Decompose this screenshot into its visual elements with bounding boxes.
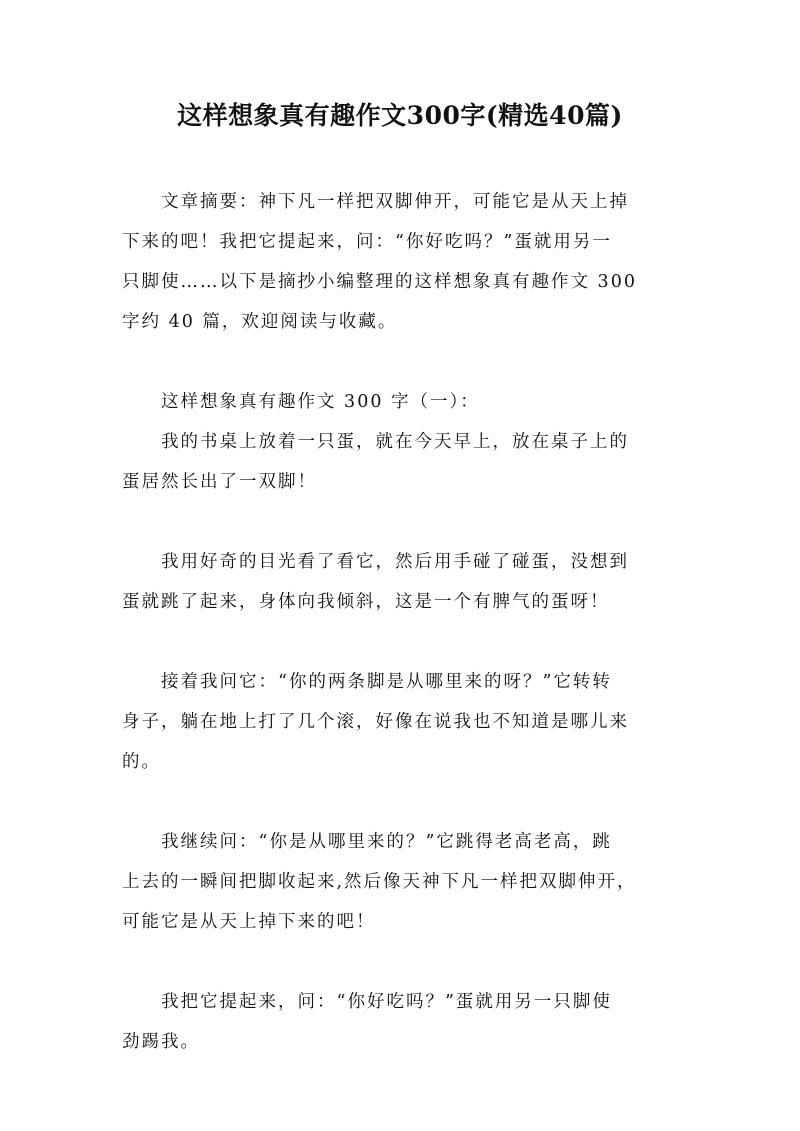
summary-paragraph: [122, 182, 682, 342]
body-paragraph: [122, 982, 682, 1062]
text-line: 我继续问：“你是从哪里来的？”它跳得老高老高，跳: [122, 832, 612, 852]
body-paragraph: [122, 382, 682, 502]
paragraph-gap: [122, 942, 682, 982]
text-line: 我把它提起来，问：“你好吃吗？”蛋就用另一只脚使: [122, 992, 612, 1012]
text-line: 只脚使……以下是摘抄小编整理的这样想象真有趣作文 300: [122, 272, 637, 292]
text-line: 接着我问它：“你的两条脚是从哪里来的呀？”它转转: [122, 672, 612, 692]
text-line: 的。: [122, 752, 161, 772]
text-line: 蛋就跳了起来，身体向我倾斜，这是一个有脾气的蛋呀！: [122, 592, 610, 612]
text-line: 字约 40 篇，欢迎阅读与收藏。: [122, 312, 398, 332]
text-line: 身子，躺在地上打了几个滚，好像在说我也不知道是哪儿来: [122, 712, 629, 732]
body-paragraph: [122, 822, 682, 942]
paragraph-gap: [122, 622, 682, 662]
text-line: 我的书桌上放着一只蛋，就在今天早上，放在桌子上的: [122, 432, 629, 452]
document-title: 这样想象真有趣作文300字(精选40篇): [177, 101, 623, 130]
document-body: [122, 182, 682, 1062]
text-line: 蛋居然长出了一双脚！: [122, 472, 317, 492]
body-paragraph: [122, 662, 682, 782]
text-line: 可能它是从天上掉下来的吧！: [122, 912, 376, 932]
text-line: 上去的一瞬间把脚收起来,然后像天神下凡一样把双脚伸开，: [122, 872, 637, 892]
paragraph-gap: [122, 502, 682, 542]
section-heading: 这样想象真有趣作文 300 字（一）：: [122, 392, 480, 412]
paragraph-gap: [122, 782, 682, 822]
text-line: 劲踢我。: [122, 1032, 200, 1052]
text-line: 文章摘要：神下凡一样把双脚伸开，可能它是从天上掉: [122, 192, 629, 212]
paragraph-gap: [122, 342, 682, 382]
text-line: 下来的吧！我把它提起来，问：“你好吃吗？”蛋就用另一: [122, 232, 612, 252]
text-line: 我用好奇的目光看了看它，然后用手碰了碰蛋，没想到: [122, 552, 629, 572]
body-paragraph: [122, 542, 682, 622]
